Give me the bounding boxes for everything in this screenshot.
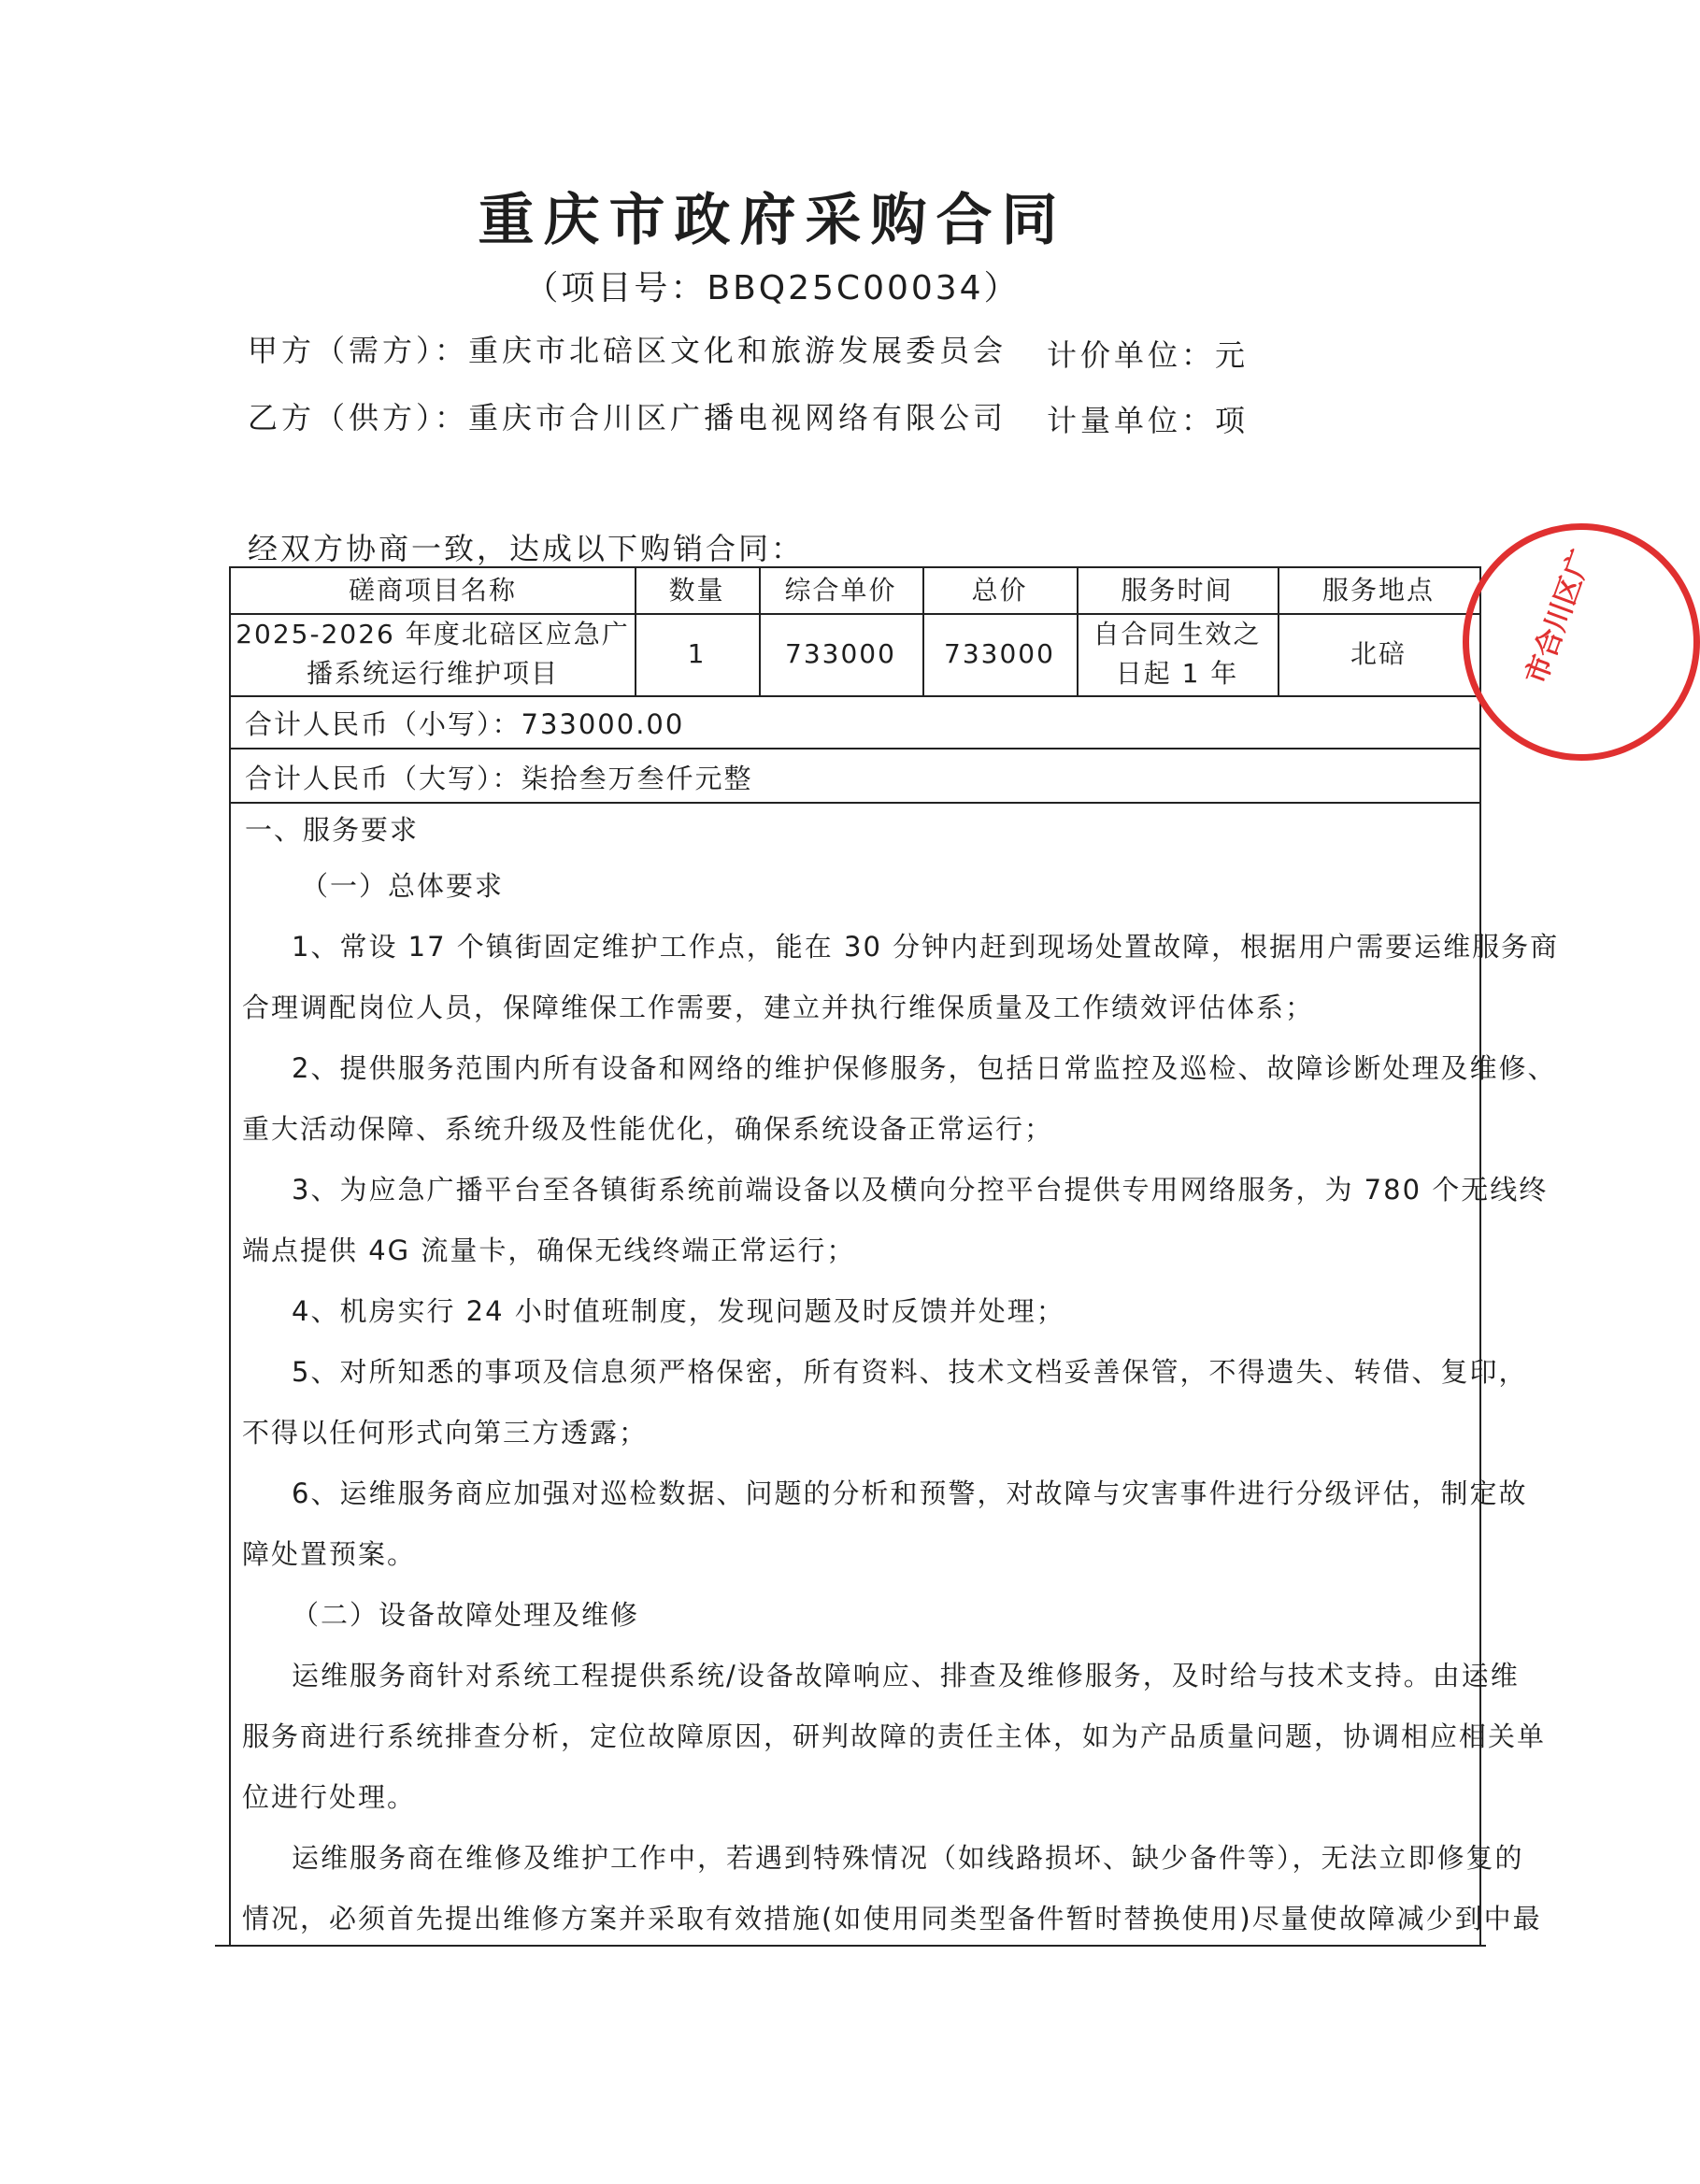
project-name-line2: 播系统运行维护项目	[306, 658, 559, 689]
body-line: 情况，必须首先提出维修方案并采取有效措施(如使用同类型备件暂时替换使用)尽量使故障减少到中最	[242, 1903, 1542, 1934]
quantity-unit: 计量单位：项	[1047, 403, 1250, 438]
body-line: 端点提供 4G 流量卡，确保无线终端正常运行；	[242, 1235, 856, 1266]
body-line: 重大活动保障、系统升级及性能优化，确保系统设备正常运行；	[242, 1113, 1054, 1145]
subsection-fault-handling: （二）设备故障处理及维修	[292, 1599, 640, 1631]
body-line: 6、运维服务商应加强对巡检数据、问题的分析和预警，对故障与灾害事件进行分级评估，制定故	[292, 1477, 1528, 1509]
party-a: 甲方（需方）：重庆市北碚区文化和旅游发展委员会	[248, 333, 1007, 368]
body-line: 运维服务商在维修及维护工作中，若遇到特殊情况（如线路损坏、缺少备件等），无法立即修复的	[292, 1842, 1524, 1874]
section-service-requirements: 一、服务要求	[245, 814, 420, 846]
body-line: 3、为应急广播平台至各镇街系统前端设备以及横向分控平台提供专用网络服务，为 780 个无线终	[292, 1174, 1549, 1206]
body-line: 4、机房实行 24 小时值班制度，发现问题及时反馈并处理；	[292, 1295, 1065, 1327]
project-number: （项目号：BBQ25C00034）	[524, 269, 1021, 307]
price-unit: 计价单位：元	[1047, 337, 1250, 373]
body-line: 合理调配岗位人员，保障维保工作需要，建立并执行维保质量及工作绩效评估体系；	[242, 992, 1315, 1023]
body-line: 2、提供服务范围内所有设备和网络的维护保修服务，包括日常监控及巡检、故障诊断处理及维修、	[292, 1052, 1557, 1084]
header-total: 总价	[971, 575, 1028, 606]
header-quantity: 数量	[668, 575, 725, 606]
row-service-time	[1077, 613, 1278, 695]
body-line: 5、对所知悉的事项及信息须严格保密，所有资料、技术文档妥善保管，不得遗失、转借、复印，	[292, 1356, 1528, 1388]
header-service-location: 服务地点	[1321, 575, 1435, 606]
body-line: 障处置预案。	[242, 1538, 417, 1570]
body-line: 位进行处理。	[242, 1781, 417, 1813]
total-small: 合计人民币（小写）：733000.00	[245, 708, 685, 740]
intro-text: 经双方协商一致，达成以下购销合同：	[248, 531, 805, 566]
body-line: 服务商进行系统排查分析，定位故障原因，研判故障的责任主体，如为产品质量问题，协调相应相关单	[242, 1720, 1547, 1752]
body-line: 1、常设 17 个镇街固定维护工作点，能在 30 分钟内赶到现场处置故障，根据用户需要运维服务商	[292, 931, 1560, 963]
row-unit-price: 733000	[785, 638, 896, 669]
total-big: 合计人民币（大写）：柒拾叁万叁仟元整	[245, 763, 753, 794]
document-title: 重庆市政府采购合同	[478, 188, 1067, 253]
row-quantity: 1	[687, 638, 707, 669]
row-project-name	[231, 613, 635, 695]
subsection-general: （一）总体要求	[301, 870, 505, 902]
company-seal	[1463, 523, 1700, 761]
header-unit-price: 综合单价	[784, 575, 897, 606]
header-service-time: 服务时间	[1121, 575, 1234, 606]
row-total: 733000	[944, 638, 1055, 669]
row-service-location: 北碚	[1350, 638, 1407, 669]
contract-table	[229, 566, 1560, 1947]
body-line: 不得以任何形式向第三方透露；	[242, 1417, 649, 1449]
header-project-name: 磋商项目名称	[348, 575, 517, 606]
project-name-line1: 2025-2026 年度北碚区应急广	[236, 619, 630, 649]
service-time-line1: 自合同生效之	[1093, 619, 1262, 649]
service-time-line2: 日起 1 年	[1115, 658, 1239, 689]
seal-text: 市合川区广	[1520, 545, 1599, 689]
body-line: 运维服务商针对系统工程提供系统/设备故障响应、排查及维修服务，及时给与技术支持。由运维	[292, 1660, 1520, 1692]
party-b: 乙方（供方）：重庆市合川区广播电视网络有限公司	[248, 400, 1007, 435]
